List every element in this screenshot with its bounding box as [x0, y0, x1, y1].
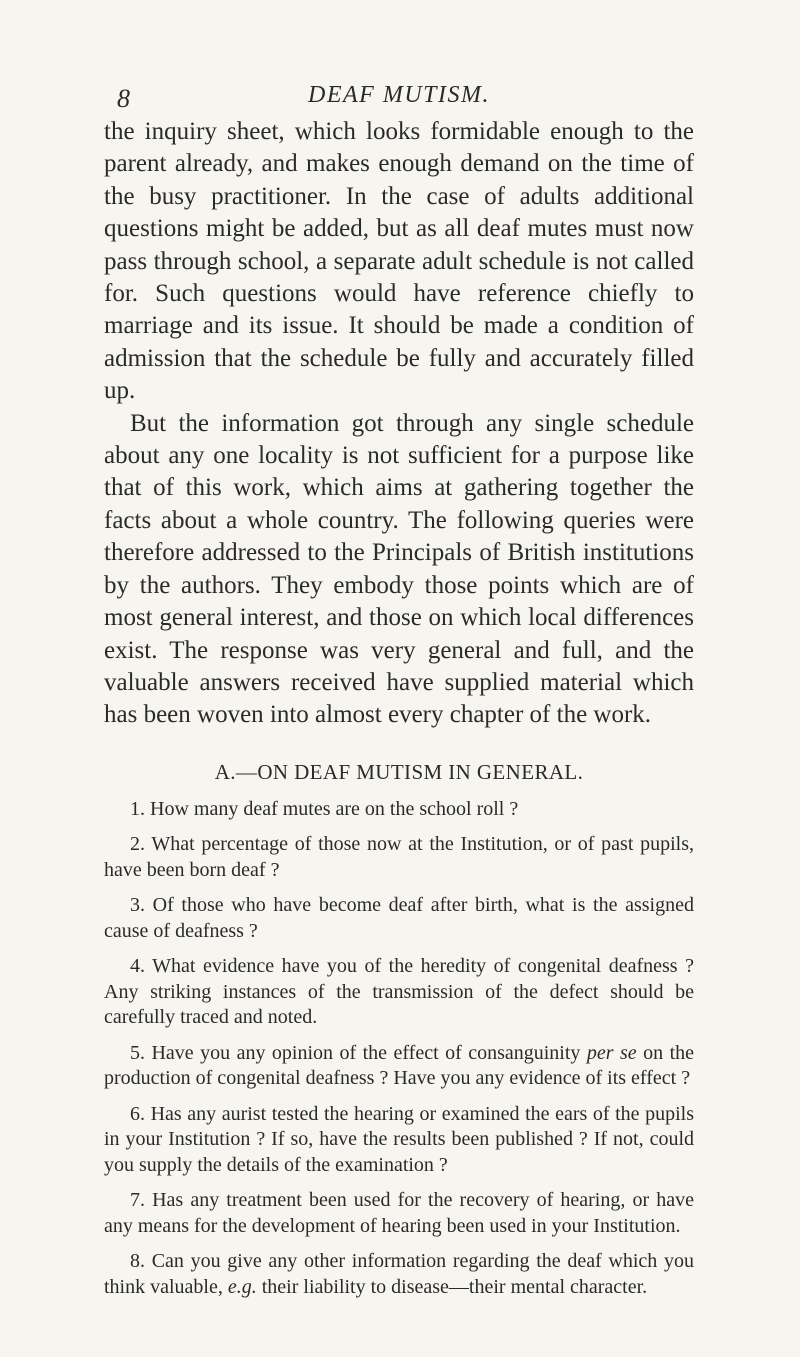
query-item: 1. How many deaf mutes are on the school roll ?	[130, 797, 519, 820]
section-heading: A.—ON DEAF MUTISM IN GENERAL.	[214, 759, 584, 784]
query-text: 5. Have you any opinion of the effect of consanguinity	[130, 1041, 587, 1064]
running-head	[104, 78, 694, 113]
query-text: their liability to disease—their mental character.	[256, 1275, 648, 1298]
query-item: 4. What evidence have you of the heredity of congenital deafness ? Any striking instances of the transmission of the defect should be carefully traced and noted.	[104, 955, 694, 1029]
query-list	[104, 797, 694, 1301]
query-text: on the production of congenital deafness ? Have you any evidence of its effect ?	[104, 1041, 695, 1090]
query-item: 2. What percentage of those now at the Institution, or of past pupils, have been born deaf ?	[104, 833, 694, 881]
body-text	[104, 116, 694, 732]
paragraph: But the information got through any single schedule about any one locality is not sufficient for a purpose like that of this work, which aims at gathering together the facts about a whole country. The following queries were therefore addressed to the Principals of British institutions by the authors. They embody those points which are of most general interest, and those on which local differences exist. The response was very general and full, and the valuable answers received have supplied material which has been woven into almost every chapter of the work.	[104, 409, 694, 729]
query-item: 6. Has any aurist tested the hearing or examined the ears of the pupils in your Institution ? If so, have the results been published ? If not, could you supply the details of the examination ?	[104, 1102, 694, 1176]
paragraph-continued: the inquiry sheet, which looks formidable enough to the parent already, and makes enough demand on the time of the busy practitioner. In the case of adults additional questions might be added, but as all deaf mutes must now pass through school, a separate adult schedule is not called for. Such questions would have reference chiefly to marriage and its issue. It should be made a condition of admission that the schedule be fully and accurately filled up.	[104, 118, 694, 405]
query-item: 3. Of those who have become deaf after birth, what is the assigned cause of deafness ?	[104, 894, 694, 942]
query-italic-term: per se	[586, 1041, 637, 1064]
query-item	[104, 1041, 694, 1092]
query-text: 8. Can you give any other information regarding the deaf which you think valuable,	[104, 1250, 694, 1298]
query-item	[104, 1249, 694, 1300]
page-number: 8	[117, 84, 130, 113]
query-italic-term: e.g.	[227, 1275, 257, 1298]
query-item: 7. Has any treatment been used for the recovery of hearing, or have any means for the development of hearing been used in your Institution.	[104, 1189, 694, 1237]
running-title: DEAF MUTISM.	[308, 82, 490, 108]
